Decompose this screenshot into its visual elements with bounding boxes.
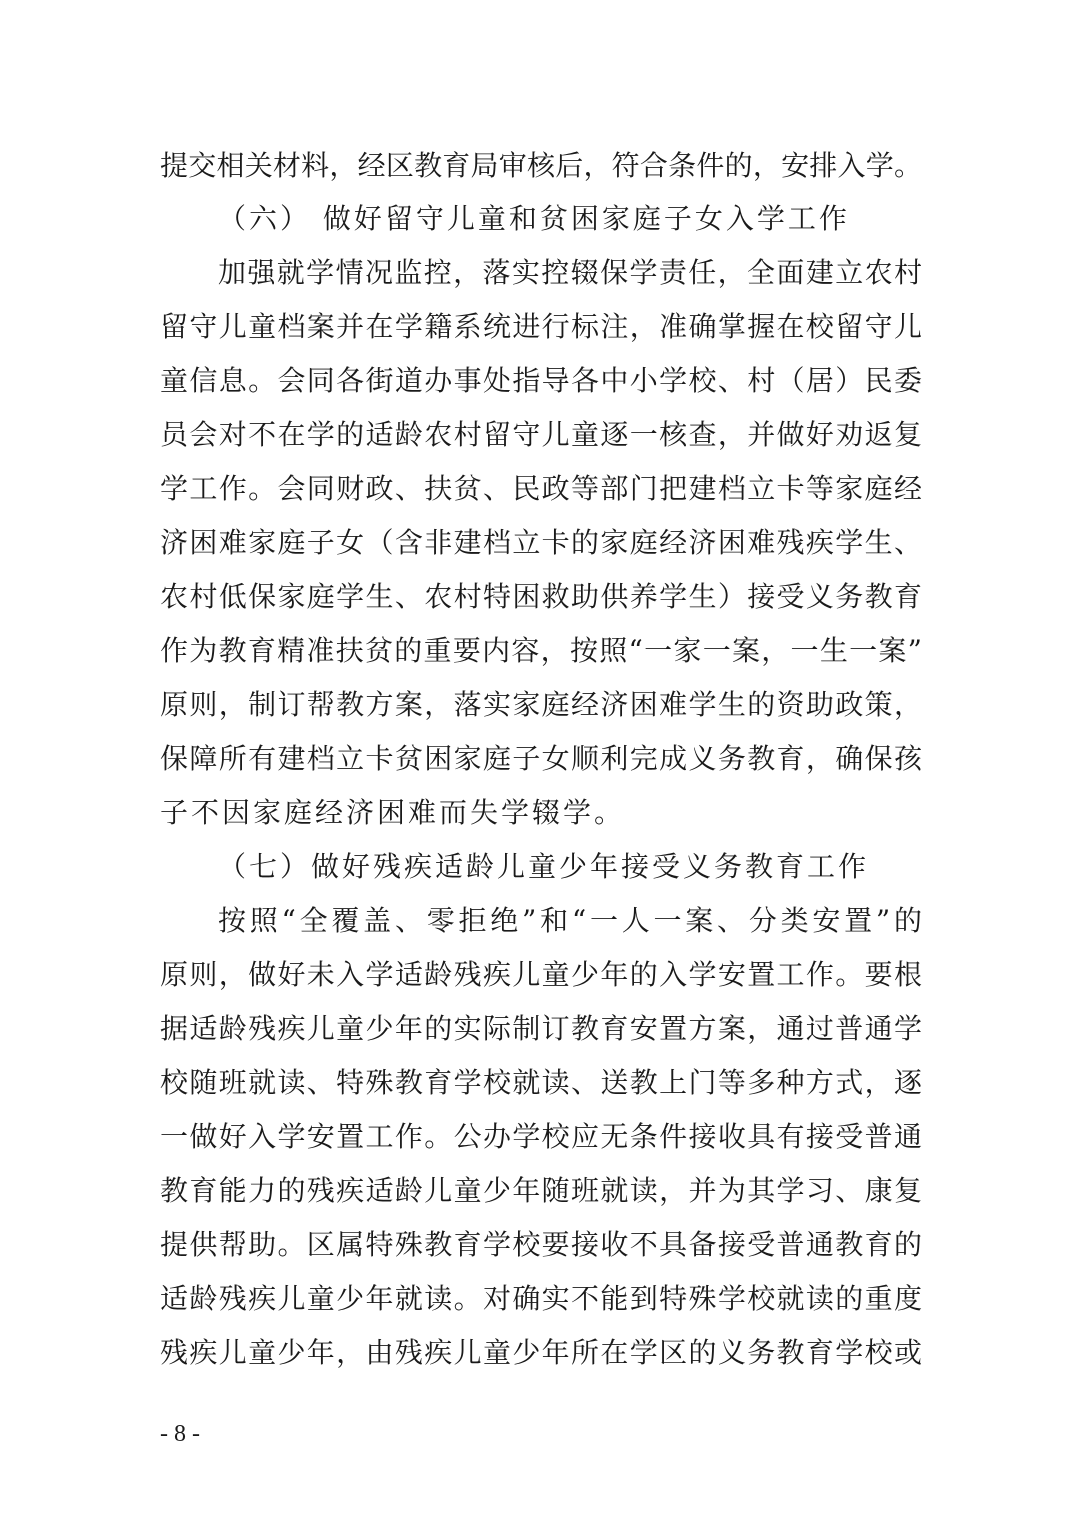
- page-number: - 8 -: [160, 1421, 200, 1447]
- body-text-line: 原则，做好未入学适龄残疾儿童少年的入学安置工作。要根: [160, 958, 922, 991]
- body-text-line: 保障所有建档立卡贫困家庭子女顺利完成义务教育，确保孩: [160, 742, 922, 775]
- body-text-line: 校随班就读、特殊教育学校就读、送教上门等多种方式，逐: [160, 1066, 922, 1099]
- body-text-line: 残疾儿童少年，由残疾儿童少年所在学区的义务教育学校或: [160, 1336, 922, 1369]
- body-text-line: 农村低保家庭学生、农村特困救助供养学生）接受义务教育: [160, 580, 922, 613]
- body-text-line: 据适龄残疾儿童少年的实际制订教育安置方案，通过普通学: [160, 1012, 922, 1045]
- body-text-line: 教育能力的残疾适龄儿童少年随班就读，并为其学习、康复: [160, 1174, 922, 1207]
- paragraph-first-line: 按照“全覆盖、零拒绝”和“一人一案、分类安置”的: [218, 904, 922, 937]
- paragraph-first-line: 加强就学情况监控，落实控辍保学责任，全面建立农村: [218, 256, 922, 289]
- section-heading-7: （七）做好残疾适龄儿童少年接受义务教育工作: [218, 850, 870, 883]
- body-text-line: 员会对不在学的适龄农村留守儿童逐一核查，并做好劝返复: [160, 418, 922, 451]
- body-text-line: 童信息。会同各街道办事处指导各中小学校、村（居）民委: [160, 364, 922, 397]
- body-text-line: 济困难家庭子女（含非建档立卡的家庭经济困难残疾学生、: [160, 526, 922, 559]
- body-text-line: 提供帮助。区属特殊教育学校要接收不具备接受普通教育的: [160, 1228, 922, 1261]
- body-text-line: 提交相关材料，经区教育局审核后，符合条件的，安排入学。: [160, 149, 922, 182]
- body-text-line: 原则，制订帮教方案，落实家庭经济困难学生的资助政策，: [160, 688, 922, 721]
- body-text-line: 适龄残疾儿童少年就读。对确实不能到特殊学校就读的重度: [160, 1282, 922, 1315]
- section-heading-6: （六） 做好留守儿童和贫困家庭子女入学工作: [218, 202, 850, 235]
- body-text-line: 留守儿童档案并在学籍系统进行标注，准确掌握在校留守儿: [160, 310, 922, 343]
- paragraph-last-line: 子不因家庭经济困难而失学辍学。: [160, 796, 626, 829]
- body-text-line: 一做好入学安置工作。公办学校应无条件接收具有接受普通: [160, 1120, 922, 1153]
- body-text-line: 学工作。会同财政、扶贫、民政等部门把建档立卡等家庭经: [160, 472, 922, 505]
- body-text-line: 作为教育精准扶贫的重要内容，按照“一家一案，一生一案”: [160, 634, 922, 667]
